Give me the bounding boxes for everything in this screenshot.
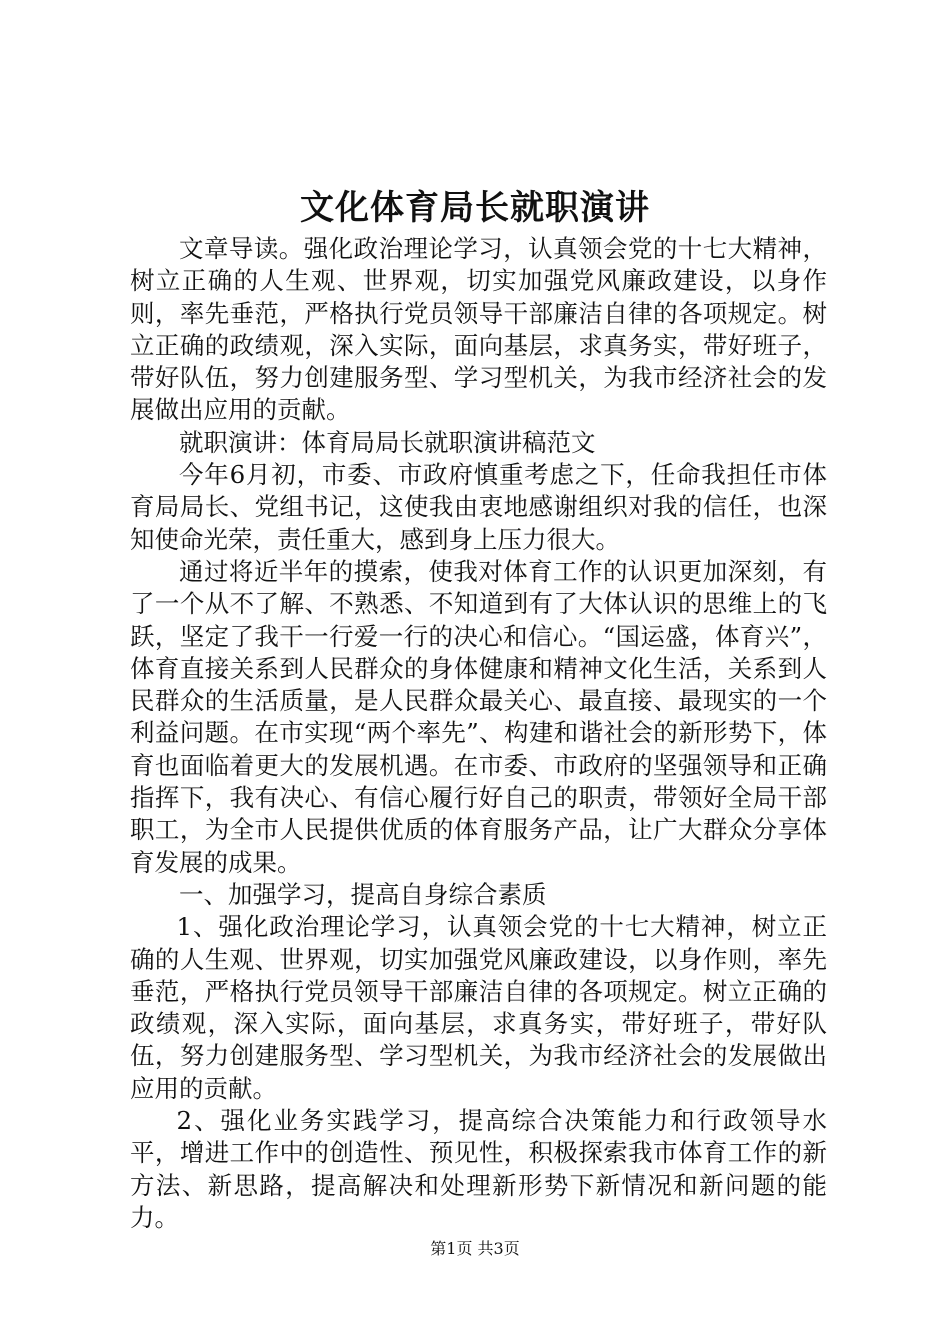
page-number-footer: 第1页 共3页 xyxy=(430,1239,520,1258)
document-title: 文化体育局长就职演讲 xyxy=(300,188,650,228)
section-heading-1: 一、加强学习，提高自身综合素质 xyxy=(179,879,547,909)
paragraph-subtitle: 就职演讲：体育局局长就职演讲稿范文 xyxy=(179,427,596,457)
paragraph-exploration: 通过将近半年的摸索，使我对体育工作的认识更加深刻，有了一个从不了解、不熟悉、不知道到有了大体认识的思维上的飞跃，坚定了我干一行爱一行的决心和信心。“国运盛，体育兴”，体育直接关系到人民群众的身体健康和精神文化生活，关系到人民群众的生活质量，是人民群众最关心、最直接、最现实的一个利益问题。在市实现“两个率先”、构建和谐社会的新形势下，体育也面临着更大的发展机遇。在市委、市政府的坚强领导和正确指挥下，我有决心、有信心履行好自己的职责，带领好全局干部职工，为全市人民提供优质的体育服务产品，让广大群众分享体育发展的成果。 xyxy=(130,556,827,877)
paragraph-intro: 文章导读。强化政治理论学习，认真领会党的十七大精神，树立正确的人生观、世界观，切实加强党风廉政建设，以身作则，率先垂范，严格执行党员领导干部廉洁自律的各项规定。树立正确的政绩观，深入实际，面向基层，求真务实，带好班子，带好队伍，努力创建服务型、学习型机关，为我市经济社会的发展做出应用的贡献。 xyxy=(130,234,827,425)
paragraph-item-1: 1、强化政治理论学习，认真领会党的十七大精神，树立正确的人生观、世界观，切实加强党风廉政建设，以身作则，率先垂范，严格执行党员领导干部廉洁自律的各项规定。树立正确的政绩观，深入实际，面向基层，求真务实，带好班子，带好队伍，努力创建服务型、学习型机关，为我市经济社会的发展做出应用的贡献。 xyxy=(130,912,827,1103)
paragraph-appointment: 今年6月初，市委、市政府慎重考虑之下，任命我担任市体育局局长、党组书记，这使我由衷地感谢组织对我的信任，也深知使命光荣，责任重大，感到身上压力很大。 xyxy=(130,460,827,554)
paragraph-item-2: 2、强化业务实践学习，提高综合决策能力和行政领导水平，增进工作中的创造性、预见性，积极探索我市体育工作的新方法、新思路，提高解决和处理新形势下新情况和新问题的能力。 xyxy=(130,1106,827,1232)
document-body xyxy=(130,233,827,1234)
